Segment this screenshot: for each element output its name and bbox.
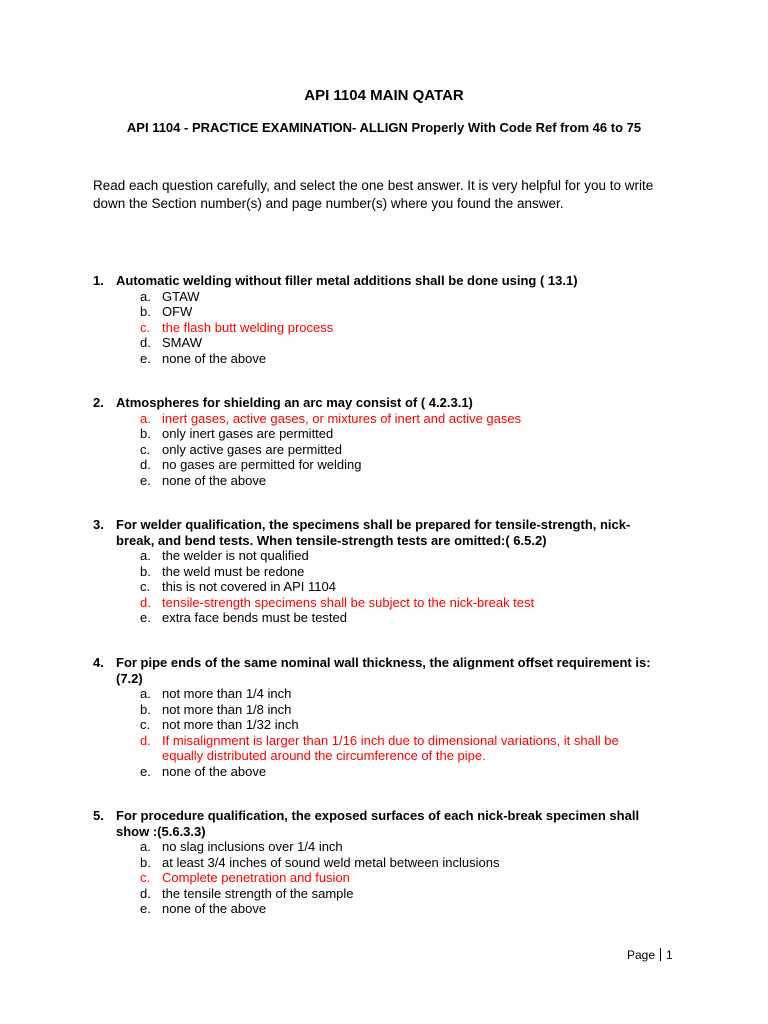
question-prompt: For welder qualification, the specimens shall be prepared for tensile-strength, nick-break, and bend tests. When tensile-strength tests are omitted:( 6.5.2): [116, 517, 631, 548]
option-letter: d.: [140, 732, 151, 748]
option-letter: e.: [140, 901, 151, 916]
option-b: [93, 426, 653, 442]
option-a: [93, 289, 653, 305]
option-text: GTAW: [162, 288, 200, 304]
option-text: SMAW: [162, 335, 202, 350]
option-c: [93, 442, 653, 458]
option-text: the flash butt welding process: [162, 319, 334, 335]
question-number: 4.: [93, 655, 104, 670]
option-text: no slag inclusions over 1/4 inch: [162, 839, 343, 854]
page-footer: [627, 948, 673, 962]
question-text: [93, 517, 653, 548]
option-text: only active gases are permitted: [162, 441, 342, 457]
option-e: [93, 473, 653, 489]
option-text: not more than 1/32 inch: [162, 717, 299, 732]
option-text: none of the above: [162, 763, 267, 779]
option-text: this is not covered in API 1104: [162, 579, 336, 594]
question-3: [93, 517, 653, 626]
option-d: [93, 457, 653, 473]
option-text: no gases are permitted for welding: [162, 457, 362, 472]
question-prompt: Atmospheres for shielding an arc may consist of ( 4.2.3.1): [116, 395, 473, 410]
option-text: extra face bends must be tested: [162, 610, 347, 625]
option-letter: c.: [140, 319, 151, 335]
option-letter: a.: [140, 548, 151, 563]
page-number: 1: [666, 948, 673, 962]
option-letter: e.: [140, 472, 151, 488]
option-d-correct: [93, 595, 653, 611]
option-letter: e.: [140, 763, 151, 779]
question-number: 5.: [93, 808, 104, 823]
option-e: [93, 610, 653, 626]
option-text: tensile-strength specimens shall be subject to the nick-break test: [162, 594, 535, 610]
option-b: [93, 702, 653, 718]
answer-options: [93, 548, 653, 626]
option-letter: b.: [140, 304, 151, 319]
option-text: OFW: [162, 304, 193, 319]
option-letter: d.: [140, 457, 151, 472]
option-b: [93, 564, 653, 580]
option-letter: c.: [140, 579, 151, 594]
answer-options: [93, 839, 653, 917]
question-4: [93, 655, 653, 779]
option-letter: b.: [140, 854, 151, 870]
option-a: [93, 686, 653, 702]
question-text: [93, 273, 653, 289]
option-text: Complete penetration and fusion: [162, 870, 350, 885]
option-letter: c.: [140, 870, 151, 885]
question-5: [93, 808, 653, 917]
option-letter: c.: [140, 441, 151, 457]
instructions: Read each question carefully, and select the one best answer. It is very helpful for you to write down the Section number(s) and page number(s) where you found the answer.: [93, 178, 654, 211]
question-1: [93, 273, 653, 366]
question-number: 3.: [93, 517, 104, 532]
option-text: none of the above: [162, 350, 267, 366]
option-letter: c.: [140, 717, 151, 732]
option-letter: d.: [140, 335, 151, 350]
option-letter: b.: [140, 701, 151, 717]
option-d: [93, 886, 653, 902]
option-d: [93, 335, 653, 351]
footer-divider: [660, 948, 661, 961]
page-subtitle: API 1104 - PRACTICE EXAMINATION- ALLIGN Properly With Code Ref from 46 to 75: [126, 120, 642, 135]
question-prompt: For pipe ends of the same nominal wall thickness, the alignment offset requirement is:(7.2): [116, 655, 651, 686]
option-letter: a.: [140, 410, 151, 426]
option-text: the weld must be redone: [162, 563, 305, 579]
option-text: not more than 1/8 inch: [162, 701, 292, 717]
option-c: [93, 717, 653, 733]
option-letter: a.: [140, 839, 151, 854]
answer-options: [93, 686, 653, 779]
option-e: [93, 351, 653, 367]
option-text: none of the above: [162, 901, 267, 916]
option-letter: d.: [140, 885, 151, 901]
option-text: not more than 1/4 inch: [162, 686, 292, 701]
option-letter: a.: [140, 686, 151, 701]
option-letter: d.: [140, 594, 151, 610]
question-text: [93, 808, 653, 839]
option-c: [93, 579, 653, 595]
option-letter: b.: [140, 563, 151, 579]
option-a: [93, 839, 653, 855]
option-letter: a.: [140, 288, 151, 304]
page-title: API 1104 MAIN QATAR: [304, 87, 464, 104]
option-c-correct: [93, 870, 653, 886]
option-text: inert gases, active gases, or mixtures of inert and active gases: [162, 410, 522, 426]
option-text: at least 3/4 inches of sound weld metal between inclusions: [162, 854, 500, 870]
page-label: Page: [627, 948, 656, 962]
option-text: only inert gases are permitted: [162, 426, 334, 441]
question-text: [93, 395, 653, 411]
question-number: 2.: [93, 395, 104, 410]
option-letter: e.: [140, 350, 151, 366]
answer-options: [93, 411, 653, 489]
question-prompt: Automatic welding without filler metal additions shall be done using ( 13.1): [116, 273, 578, 288]
option-d-correct: [93, 733, 653, 764]
option-text: the welder is not qualified: [162, 548, 309, 563]
option-e: [93, 901, 653, 917]
question-text: [93, 655, 653, 686]
question-number: 1.: [93, 273, 104, 288]
option-letter: e.: [140, 610, 151, 625]
answer-options: [93, 289, 653, 367]
option-b: [93, 855, 653, 871]
option-a-correct: [93, 411, 653, 427]
option-a: [93, 548, 653, 564]
option-e: [93, 764, 653, 780]
option-b: [93, 304, 653, 320]
option-letter: b.: [140, 426, 151, 441]
option-text: the tensile strength of the sample: [162, 885, 354, 901]
option-text: If misalignment is larger than 1/16 inch due to dimensional variations, it shall be equally distributed around the circumference of the pipe.: [162, 732, 619, 763]
option-text: none of the above: [162, 472, 267, 488]
question-prompt: For procedure qualification, the exposed surfaces of each nick-break specimen shall show :(5.6.3.3): [116, 808, 640, 839]
question-2: [93, 395, 653, 488]
option-c-correct: [93, 320, 653, 336]
